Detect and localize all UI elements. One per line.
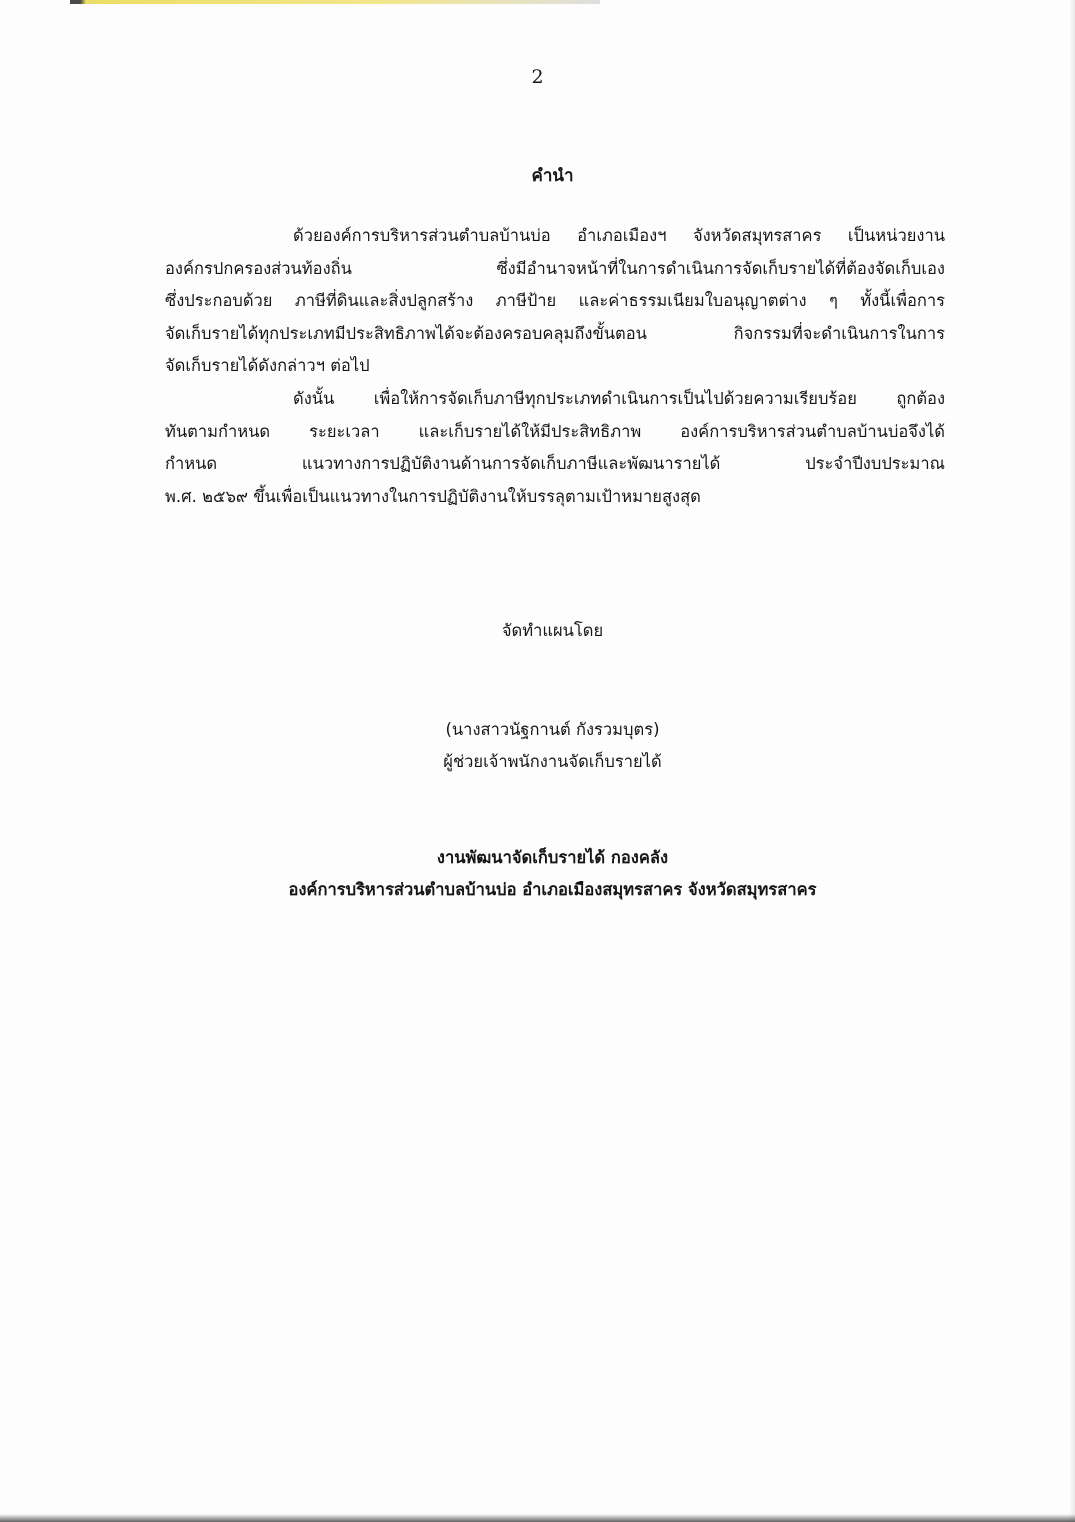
paragraph-line: ซึ่งประกอบด้วย ภาษีที่ดินและสิ่งปลูกสร้าง ภาษีป้าย และค่าธรรมเนียมใบอนุญาตต่าง ๆ ทั้งนี้เพื่อการ [165,291,945,311]
scan-edge-bottom [0,1514,1075,1522]
paragraph-line: ดังนั้น เพื่อให้การจัดเก็บภาษีทุกประเภทดำเนินการเป็นไปด้วยความเรียบร้อย ถูกต้อง [293,388,945,408]
document-heading: คำนำ [531,166,574,186]
organization-unit: งานพัฒนาจัดเก็บรายได้ กองคลัง [436,848,669,867]
foreword-body [165,220,945,513]
paragraph-line: ทันตามกำหนด ระยะเวลา และเก็บรายได้ให้มีประสิทธิภาพ องค์การบริหารส่วนตำบลบ้านบ่อจึงได้ [165,421,945,441]
prepared-by-label: จัดทำแผนโดย [501,621,604,640]
paragraph-2 [165,383,945,513]
paragraph-line: ด้วยองค์การบริหารส่วนตำบลบ้านบ่อ อำเภอเมืองฯ จังหวัดสมุทรสาคร เป็นหน่วยงาน [293,226,945,245]
paragraph-line: องค์กรปกครองส่วนท้องถิ่น ซึ่งมีอำนาจหน้าที่ในการดำเนินการจัดเก็บรายได้ที่ต้องจัดเก็บเอง [165,258,945,278]
signatory-position: ผู้ช่วยเจ้าพนักงานจัดเก็บรายได้ [443,752,662,771]
paragraph-line: พ.ศ. ๒๕๖๙ ขึ้นเพื่อเป็นแนวทางในการปฏิบัติงานให้บรรลุตามเป้าหมายสูงสุด [165,486,701,506]
paragraph-line: จัดเก็บรายได้ดังกล่าวฯ ต่อไป [165,356,370,376]
page-number: 2 [531,66,544,88]
paragraph-line: จัดเก็บรายได้ทุกประเภทมีประสิทธิภาพได้จะต้องครอบคลุมถึงขั้นตอน กิจกรรมที่จะดำเนินการในการ [165,323,945,343]
signatory-name: (นางสาวนัฐกานต์ กังรวมบุตร) [445,720,660,739]
paragraph-line: กำหนด แนวทางการปฏิบัติงานด้านการจัดเก็บภาษีและพัฒนารายได้ ประจำปีงบประมาณ [165,454,945,474]
paragraph-1 [165,220,945,383]
signature-block [0,714,1075,778]
organization-block [0,842,1075,906]
organization-name: องค์การบริหารส่วนตำบลบ้านบ่อ อำเภอเมืองสมุทรสาคร จังหวัดสมุทรสาคร [288,880,817,899]
scan-edge-top [70,0,600,4]
